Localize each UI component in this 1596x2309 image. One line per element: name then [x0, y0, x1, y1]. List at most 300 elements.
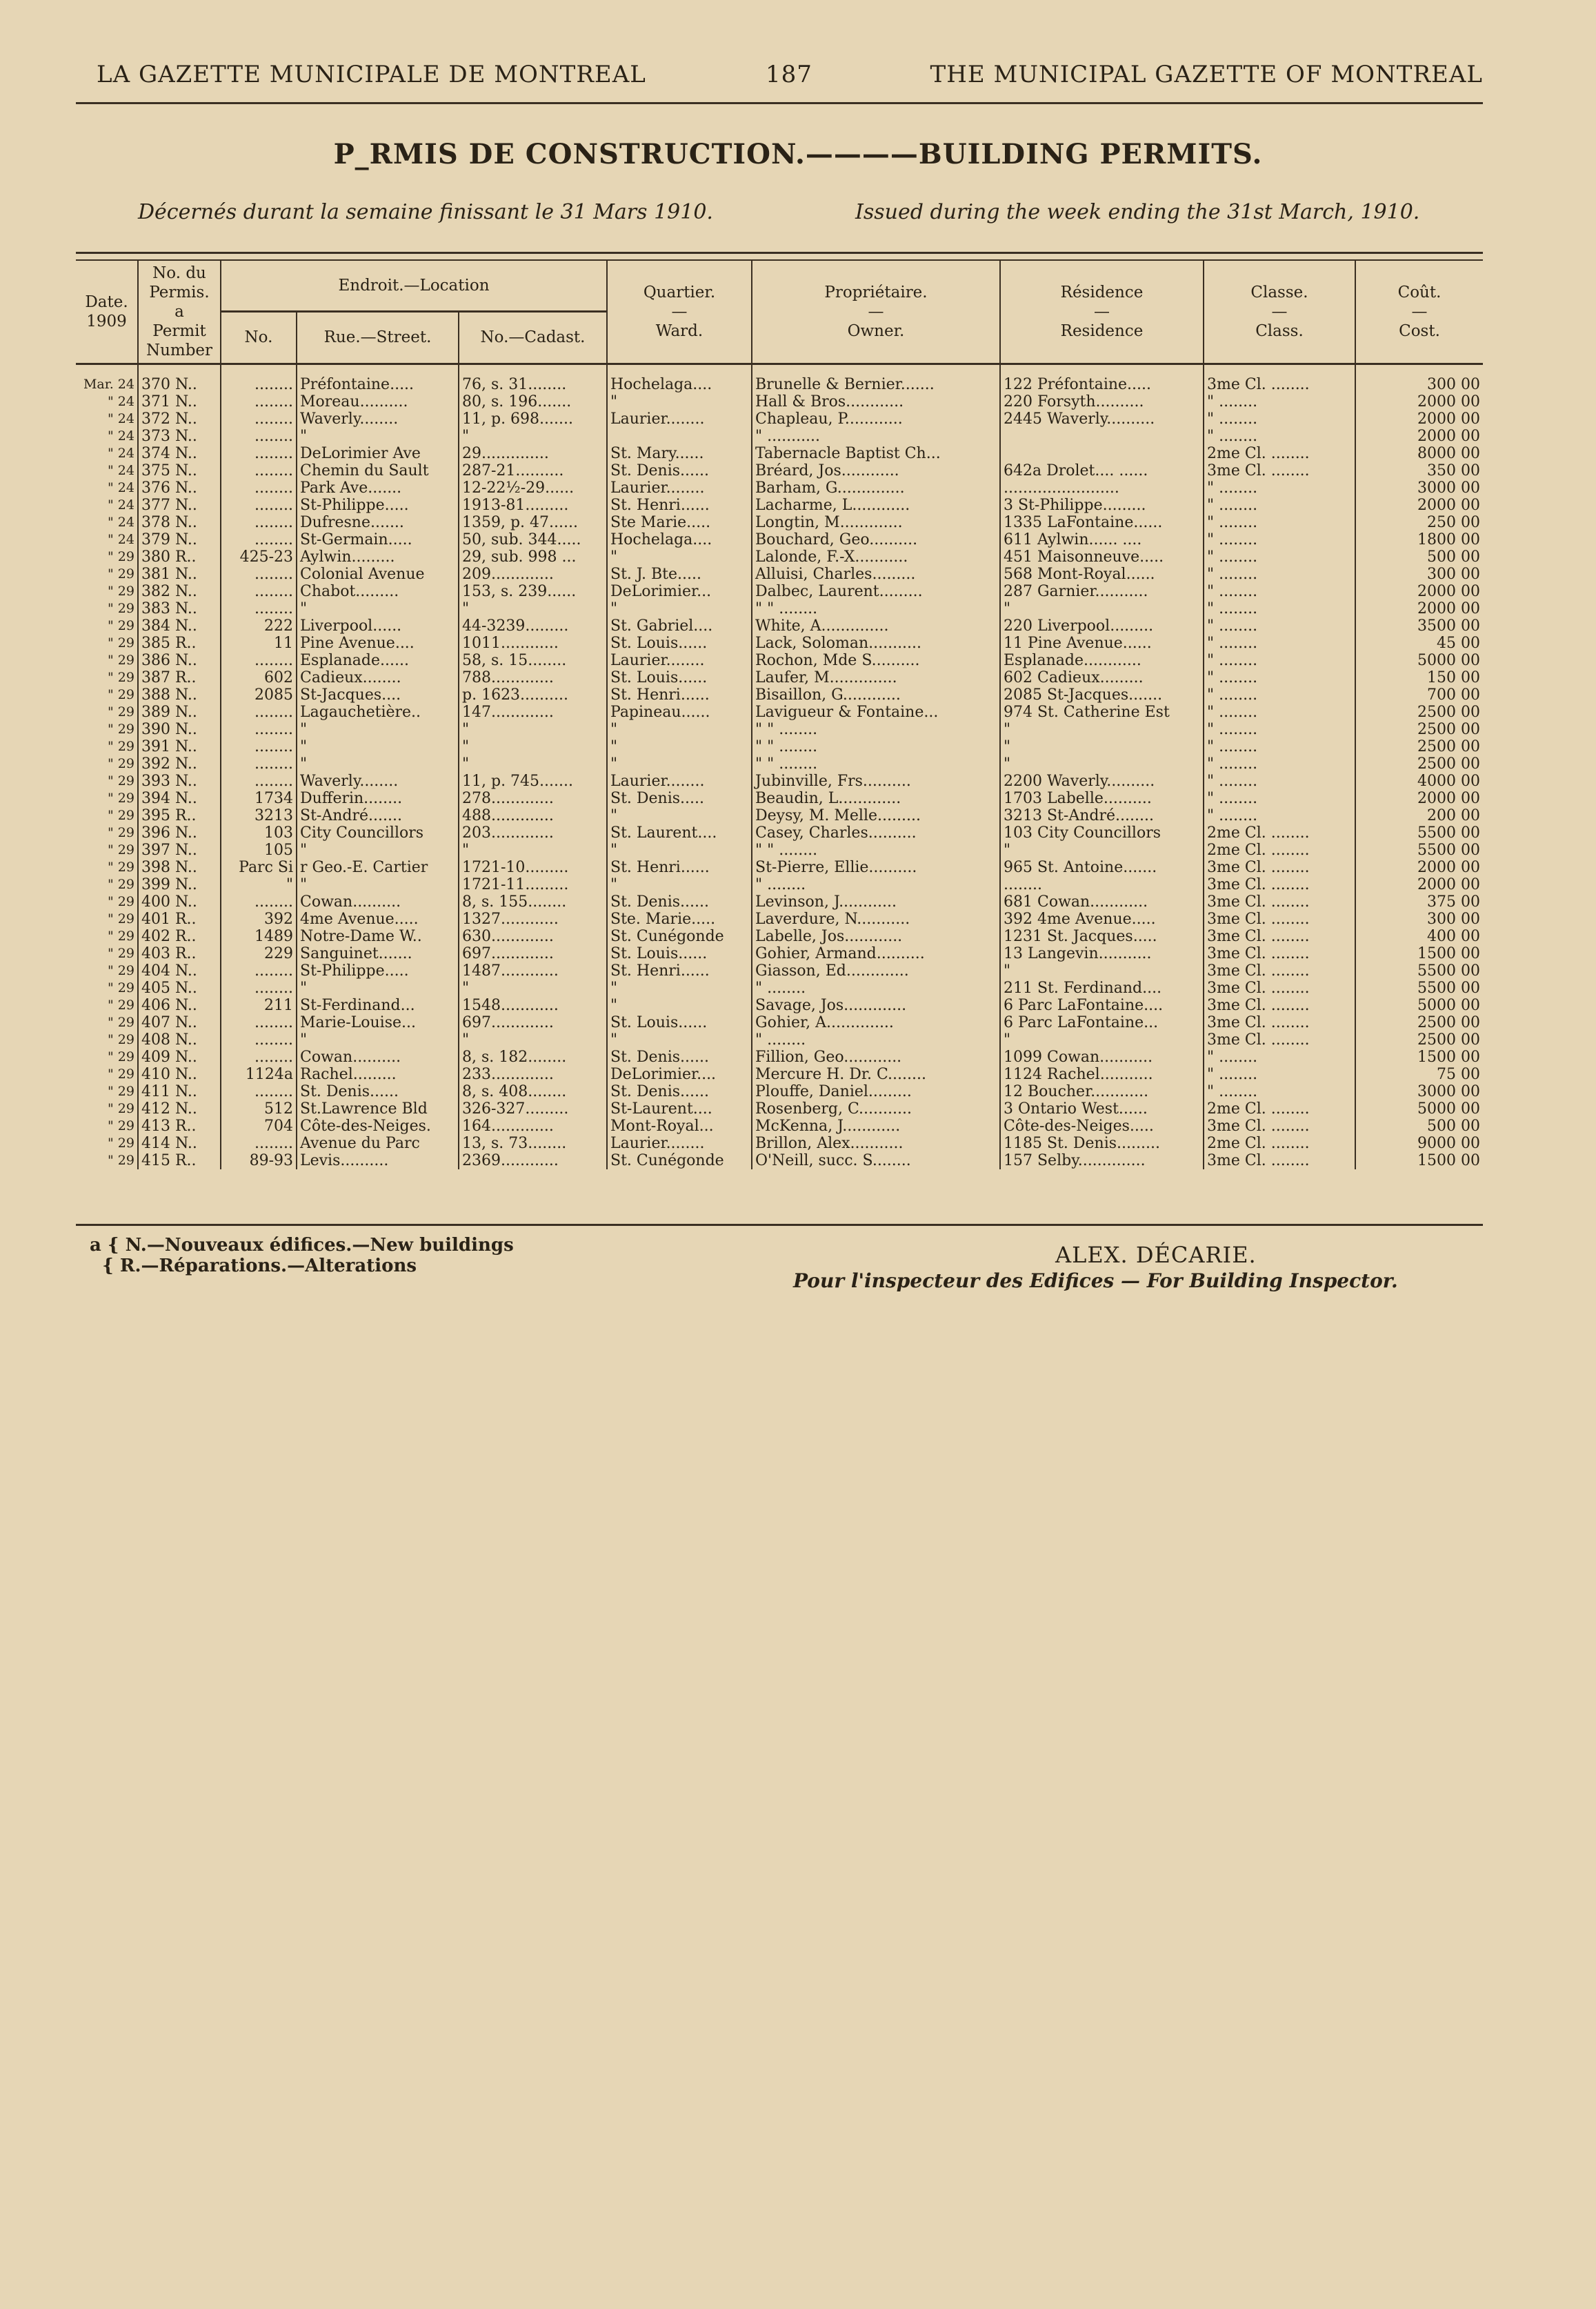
cell-class: 3me Cl. ........	[1204, 911, 1355, 928]
cell-cadast: 788.............	[459, 669, 607, 686]
cell-cadast: 1721-11.........	[459, 876, 607, 893]
table-row	[76, 669, 1483, 686]
cell-owner: Beaudin, L.............	[752, 790, 1000, 807]
cell-class: 3me Cl. ........	[1204, 876, 1355, 893]
cell-date: " 29	[76, 1152, 138, 1169]
cell-ward: St. Denis......	[607, 1049, 752, 1066]
cell-street: Moreau..........	[297, 393, 459, 410]
cell-cost: 5000 00	[1417, 997, 1480, 1014]
cell-owner: Rosenberg, C...........	[752, 1100, 1000, 1118]
cell-cadast: 58, s. 15........	[459, 652, 607, 669]
cell-number: "	[221, 876, 297, 893]
cell-owner: Deysy, M. Melle.........	[752, 807, 1000, 824]
cell-cost: 250 00	[1427, 514, 1480, 531]
cell-ward: St. Laurent....	[607, 824, 752, 842]
cell-ward: St. Louis......	[607, 635, 752, 652]
table-header	[76, 261, 1483, 364]
cell-permit: 375 N..	[138, 462, 221, 479]
cell-class: 2me Cl. ........	[1204, 842, 1355, 859]
cell-ward: St. Louis......	[607, 669, 752, 686]
cell-number: 103	[221, 824, 297, 842]
cell-street: St-André.......	[297, 807, 459, 824]
cell-permit: 402 R..	[138, 928, 221, 945]
cell-cadast: 203.............	[459, 824, 607, 842]
cell-ward: Ste Marie.....	[607, 514, 752, 531]
cell-cost: 300 00	[1427, 566, 1480, 583]
cell-residence: 974 St. Catherine Est	[1000, 704, 1204, 721]
col-owner-dash: —	[868, 303, 884, 321]
cell-class: 3me Cl. ........	[1204, 997, 1355, 1014]
cell-cost: 200 00	[1427, 807, 1480, 824]
cell-cadast: 1721-10.........	[459, 859, 607, 876]
cell-owner: Alluisi, Charles.........	[752, 566, 1000, 583]
table-row	[76, 980, 1483, 997]
cell-residence: 1335 LaFontaine......	[1000, 514, 1204, 531]
cell-cadast: 1327............	[459, 911, 607, 928]
cell-residence: 3 Ontario West......	[1000, 1100, 1204, 1118]
cell-date: " 24	[76, 497, 138, 514]
cell-cost: 5000 00	[1417, 1100, 1480, 1118]
cell-permit: 383 N..	[138, 600, 221, 617]
cell-street: Sanguinet.......	[297, 945, 459, 962]
cell-class: " ........	[1204, 514, 1355, 531]
cell-date: " 24	[76, 531, 138, 548]
cell-residence: 2200 Waverly..........	[1000, 773, 1204, 790]
cell-ward: St. Gabriel....	[607, 617, 752, 635]
cell-class: " ........	[1204, 531, 1355, 548]
cell-number: ........	[221, 497, 297, 514]
cell-cadast: "	[459, 755, 607, 773]
cell-cadast: p. 1623..........	[459, 686, 607, 704]
col-permit-a: a	[174, 303, 184, 321]
cell-class: " ........	[1204, 686, 1355, 704]
table-row	[76, 962, 1483, 980]
cell-residence: ........................	[1000, 479, 1204, 497]
cell-street: Waverly........	[297, 773, 459, 790]
cell-street: "	[297, 738, 459, 755]
cell-number: ........	[221, 566, 297, 583]
cell-residence: 681 Cowan............	[1000, 893, 1204, 911]
table-row	[76, 514, 1483, 531]
cell-ward: Laurier........	[607, 652, 752, 669]
cell-class: 3me Cl. ........	[1204, 893, 1355, 911]
cell-residence: 1185 St. Denis.........	[1000, 1135, 1204, 1152]
col-location-street: Rue.—Street.	[297, 311, 459, 364]
cell-owner: Jubinville, Frs..........	[752, 773, 1000, 790]
cell-date: " 29	[76, 962, 138, 980]
cell-number: 425-23	[221, 548, 297, 566]
cell-street: St-Ferdinand...	[297, 997, 459, 1014]
cell-cadast: 1548............	[459, 997, 607, 1014]
cell-street: St-Jacques....	[297, 686, 459, 704]
cell-number: 89-93	[221, 1152, 297, 1169]
cell-class: " ........	[1204, 704, 1355, 721]
cell-ward: "	[607, 842, 752, 859]
cell-permit: 381 N..	[138, 566, 221, 583]
cell-residence: 157 Selby..............	[1000, 1152, 1204, 1169]
table-row	[76, 548, 1483, 566]
cell-class: 3me Cl. ........	[1204, 364, 1355, 394]
cell-residence: 392 4me Avenue.....	[1000, 911, 1204, 928]
cell-residence: 211 St. Ferdinand....	[1000, 980, 1204, 997]
table-row	[76, 1118, 1483, 1135]
cell-number: 602	[221, 669, 297, 686]
cell-number: Parc Si	[221, 859, 297, 876]
table-top-rule	[76, 252, 1483, 261]
cell-cost: 500 00	[1427, 548, 1480, 566]
cell-permit: 412 N..	[138, 1100, 221, 1118]
cell-class: 3me Cl. ........	[1204, 962, 1355, 980]
cell-residence: 287 Garnier...........	[1000, 583, 1204, 600]
cell-date: " 29	[76, 1135, 138, 1152]
cell-number: ........	[221, 704, 297, 721]
cell-date: " 29	[76, 1118, 138, 1135]
cell-date: " 29	[76, 1049, 138, 1066]
col-class-fr: Classe.	[1250, 284, 1308, 301]
cell-cadast: 287-21..........	[459, 462, 607, 479]
cell-street: "	[297, 876, 459, 893]
cell-class: 3me Cl. ........	[1204, 462, 1355, 479]
cell-owner: Tabernacle Baptist Ch...	[752, 445, 1000, 462]
cell-street: "	[297, 842, 459, 859]
cell-cadast: 76, s. 31........	[459, 364, 607, 394]
cell-residence: "	[1000, 738, 1204, 755]
cell-permit: 413 R..	[138, 1118, 221, 1135]
cell-owner: Barham, G..............	[752, 479, 1000, 497]
cell-class: 2me Cl. ........	[1204, 1100, 1355, 1118]
cell-cost: 3500 00	[1417, 617, 1480, 635]
cell-cadast: 697.............	[459, 1014, 607, 1031]
cell-cost: 2000 00	[1417, 497, 1480, 514]
cell-street: Chemin du Sault	[297, 462, 459, 479]
cell-ward: Laurier........	[607, 479, 752, 497]
cell-class: 3me Cl. ........	[1204, 1031, 1355, 1049]
cell-street: Lagauchetière..	[297, 704, 459, 721]
cell-owner: McKenna, J............	[752, 1118, 1000, 1135]
legend	[90, 1235, 514, 1276]
table-row	[76, 566, 1483, 583]
table-row	[76, 1049, 1483, 1066]
cell-ward: Laurier........	[607, 410, 752, 428]
cell-cost: 2000 00	[1417, 600, 1480, 617]
col-class-dash: —	[1271, 303, 1288, 321]
cell-cadast: 1487............	[459, 962, 607, 980]
cell-class: 2me Cl. ........	[1204, 1135, 1355, 1152]
table-row	[76, 445, 1483, 462]
cell-street: Dufferin........	[297, 790, 459, 807]
cell-date: " 29	[76, 721, 138, 738]
cell-street: Chabot.........	[297, 583, 459, 600]
cell-date: " 29	[76, 893, 138, 911]
cell-class: " ........	[1204, 583, 1355, 600]
cell-owner: Lalonde, F.-X...........	[752, 548, 1000, 566]
col-ward-fr: Quartier.	[643, 284, 716, 301]
cell-permit: 410 N..	[138, 1066, 221, 1083]
cell-residence: 568 Mont-Royal......	[1000, 566, 1204, 583]
cell-permit: 394 N..	[138, 790, 221, 807]
col-class-en: Class.	[1255, 322, 1304, 340]
cell-owner: Levinson, J............	[752, 893, 1000, 911]
cell-street: Levis..........	[297, 1152, 459, 1169]
cell-owner: Giasson, Ed.............	[752, 962, 1000, 980]
cell-date: " 29	[76, 1066, 138, 1083]
cell-cadast: 11, p. 698.......	[459, 410, 607, 428]
col-location: Endroit.—Location	[221, 261, 607, 311]
cell-date: " 29	[76, 980, 138, 997]
cell-date: " 29	[76, 824, 138, 842]
col-cost-dash: —	[1411, 303, 1428, 321]
cell-date: " 29	[76, 773, 138, 790]
cell-owner: " " ........	[752, 600, 1000, 617]
table-row	[76, 428, 1483, 445]
col-ward-dash: —	[671, 303, 688, 321]
cell-cadast: 50, sub. 344.....	[459, 531, 607, 548]
table-row	[76, 911, 1483, 928]
cell-date: " 29	[76, 928, 138, 945]
cell-permit: 398 N..	[138, 859, 221, 876]
cell-owner: Hall & Bros............	[752, 393, 1000, 410]
cell-class: " ........	[1204, 428, 1355, 445]
table-row	[76, 1083, 1483, 1100]
cell-street: Park Ave.......	[297, 479, 459, 497]
cell-date: " 29	[76, 1014, 138, 1031]
cell-street: "	[297, 600, 459, 617]
cell-number: ........	[221, 652, 297, 669]
table-row	[76, 410, 1483, 428]
cell-street: Préfontaine.....	[297, 364, 459, 394]
cell-number: ........	[221, 721, 297, 738]
cell-date: " 29	[76, 1083, 138, 1100]
cell-ward: "	[607, 807, 752, 824]
table-bottom-rule	[76, 1224, 1483, 1226]
cell-cadast: 8, s. 408........	[459, 1083, 607, 1100]
cell-owner: " ...........	[752, 428, 1000, 445]
cell-cost: 2500 00	[1417, 1031, 1480, 1049]
cell-street: St. Denis......	[297, 1083, 459, 1100]
cell-permit: 384 N..	[138, 617, 221, 635]
cell-date: " 29	[76, 635, 138, 652]
cell-street: Esplanade......	[297, 652, 459, 669]
cell-owner: Rochon, Mde S..........	[752, 652, 1000, 669]
table-row	[76, 583, 1483, 600]
cell-street: St.Lawrence Bld	[297, 1100, 459, 1118]
cell-cadast: 12-22½-29......	[459, 479, 607, 497]
subtitle-en: Issued during the week ending the 31st March, 1910.	[855, 200, 1420, 224]
col-ward-en: Ward.	[655, 322, 704, 340]
col-date-label: Date.	[85, 293, 128, 311]
cell-class: " ........	[1204, 635, 1355, 652]
cell-permit: 372 N..	[138, 410, 221, 428]
cell-ward: St. Louis......	[607, 1014, 752, 1031]
cell-ward: DeLorimier...	[607, 583, 752, 600]
cell-permit: 377 N..	[138, 497, 221, 514]
cell-cadast: "	[459, 980, 607, 997]
cell-number: ........	[221, 583, 297, 600]
cell-permit: 390 N..	[138, 721, 221, 738]
page-number: 187	[766, 61, 812, 88]
cell-number: ........	[221, 1083, 297, 1100]
cell-ward: St. Denis.....	[607, 790, 752, 807]
cell-residence	[1000, 445, 1204, 462]
table-row	[76, 738, 1483, 755]
cell-cost: 3000 00	[1417, 1083, 1480, 1100]
cell-ward: St. J. Bte.....	[607, 566, 752, 583]
cell-ward: DeLorimier....	[607, 1066, 752, 1083]
cell-cost: 2000 00	[1417, 876, 1480, 893]
cell-street: Cadieux........	[297, 669, 459, 686]
cell-class: " ........	[1204, 1049, 1355, 1066]
cell-owner: Lavigueur & Fontaine...	[752, 704, 1000, 721]
header-left: LA GAZETTE MUNICIPALE DE MONTREAL	[97, 61, 646, 88]
cell-date: " 24	[76, 393, 138, 410]
cell-cost: 1500 00	[1417, 1049, 1480, 1066]
table-row	[76, 859, 1483, 876]
cell-number: 3213	[221, 807, 297, 824]
cell-number: 11	[221, 635, 297, 652]
cell-residence: 451 Maisonneuve.....	[1000, 548, 1204, 566]
cell-residence: 2445 Waverly..........	[1000, 410, 1204, 428]
legend-alterations: { R.—Réparations.—Alterations	[90, 1256, 417, 1276]
cell-date: " 29	[76, 617, 138, 635]
subtitle-fr: Décernés durant la semaine finissant le 31 Mars 1910.	[138, 200, 713, 224]
table-row	[76, 462, 1483, 479]
col-residence-en: Residence	[1060, 322, 1144, 340]
cell-residence: 3213 St-André........	[1000, 807, 1204, 824]
cell-permit: 379 N..	[138, 531, 221, 548]
cell-cadast: "	[459, 738, 607, 755]
cell-date: " 29	[76, 669, 138, 686]
cell-residence: "	[1000, 600, 1204, 617]
cell-ward: St. Henri......	[607, 859, 752, 876]
cell-permit: 414 N..	[138, 1135, 221, 1152]
cell-cadast: "	[459, 721, 607, 738]
cell-number: ........	[221, 1014, 297, 1031]
cell-date: " 29	[76, 600, 138, 617]
cell-ward: St. Cunégonde	[607, 928, 752, 945]
cell-number: ........	[221, 1031, 297, 1049]
cell-cadast: 233.............	[459, 1066, 607, 1083]
col-owner	[752, 261, 1000, 364]
cell-date: " 24	[76, 462, 138, 479]
cell-street: Notre-Dame W..	[297, 928, 459, 945]
cell-cost: 5500 00	[1417, 824, 1480, 842]
cell-street: Pine Avenue....	[297, 635, 459, 652]
cell-cost: 5000 00	[1417, 652, 1480, 669]
table-row	[76, 652, 1483, 669]
cell-class: " ........	[1204, 497, 1355, 514]
cell-class: " ........	[1204, 393, 1355, 410]
table-row	[76, 393, 1483, 410]
cell-ward: Laurier........	[607, 773, 752, 790]
cell-date: " 29	[76, 738, 138, 755]
cell-cadast: "	[459, 842, 607, 859]
cell-date: " 29	[76, 842, 138, 859]
cell-permit: 371 N..	[138, 393, 221, 410]
cell-ward: Papineau......	[607, 704, 752, 721]
cell-owner: Brunelle & Bernier.......	[752, 364, 1000, 394]
col-permit-fr: No. du Permis.	[149, 264, 210, 301]
cell-cost: 300 00	[1427, 911, 1480, 928]
cell-permit: 407 N..	[138, 1014, 221, 1031]
cell-class: " ........	[1204, 566, 1355, 583]
table-row	[76, 600, 1483, 617]
cell-owner: Brillon, Alex...........	[752, 1135, 1000, 1152]
table-row	[76, 1152, 1483, 1169]
cell-permit: 388 N..	[138, 686, 221, 704]
cell-date: " 24	[76, 445, 138, 462]
col-location-no: No.	[221, 311, 297, 364]
cell-owner: " ........	[752, 1031, 1000, 1049]
cell-cost: 2000 00	[1417, 410, 1480, 428]
cell-class: " ........	[1204, 669, 1355, 686]
cell-number: 211	[221, 997, 297, 1014]
cell-street: r Geo.-E. Cartier	[297, 859, 459, 876]
cell-class: " ........	[1204, 807, 1355, 824]
cell-date: " 29	[76, 1031, 138, 1049]
col-class	[1204, 261, 1355, 364]
cell-cost: 4000 00	[1417, 773, 1480, 790]
cell-number: ........	[221, 600, 297, 617]
cell-ward: St. Henri......	[607, 686, 752, 704]
cell-date: " 29	[76, 704, 138, 721]
cell-permit: 405 N..	[138, 980, 221, 997]
cell-date: " 29	[76, 876, 138, 893]
table-row	[76, 617, 1483, 635]
cell-cost: 375 00	[1427, 893, 1480, 911]
cell-cadast: 164.............	[459, 1118, 607, 1135]
col-cost	[1355, 261, 1483, 364]
cell-ward: St. Cunégonde	[607, 1152, 752, 1169]
cell-date: " 29	[76, 911, 138, 928]
cell-cost: 2000 00	[1417, 393, 1480, 410]
cell-number: ........	[221, 462, 297, 479]
cell-number: ........	[221, 428, 297, 445]
cell-ward: "	[607, 738, 752, 755]
cell-owner: O'Neill, succ. S........	[752, 1152, 1000, 1169]
table-row	[76, 755, 1483, 773]
table-row	[76, 997, 1483, 1014]
cell-date: Mar. 24	[76, 364, 138, 394]
cell-street: DeLorimier Ave	[297, 445, 459, 462]
cell-permit: 389 N..	[138, 704, 221, 721]
cell-number: 222	[221, 617, 297, 635]
cell-permit: 376 N..	[138, 479, 221, 497]
cell-owner: Lack, Soloman...........	[752, 635, 1000, 652]
cell-cadast: "	[459, 428, 607, 445]
col-owner-en: Owner.	[847, 322, 905, 340]
cell-cost: 150 00	[1427, 669, 1480, 686]
cell-owner: Mercure H. Dr. C........	[752, 1066, 1000, 1083]
cell-street: "	[297, 1031, 459, 1049]
cell-ward: Ste. Marie.....	[607, 911, 752, 928]
cell-street: St-Germain.....	[297, 531, 459, 548]
cell-owner: Gohier, Armand..........	[752, 945, 1000, 962]
cell-class: 3me Cl. ........	[1204, 1118, 1355, 1135]
cell-residence: 2085 St-Jacques.......	[1000, 686, 1204, 704]
cell-residence: 642a Drolet.... ......	[1000, 462, 1204, 479]
cell-ward: "	[607, 721, 752, 738]
table-row	[76, 1066, 1483, 1083]
cell-owner: Laverdure, N...........	[752, 911, 1000, 928]
cell-cost: 500 00	[1427, 1118, 1480, 1135]
cell-number: ........	[221, 1135, 297, 1152]
cell-ward: "	[607, 548, 752, 566]
cell-cost: 5500 00	[1417, 980, 1480, 997]
cell-class: 3me Cl. ........	[1204, 928, 1355, 945]
cell-cost: 2500 00	[1417, 738, 1480, 755]
col-ward	[607, 261, 752, 364]
cell-date: " 29	[76, 790, 138, 807]
